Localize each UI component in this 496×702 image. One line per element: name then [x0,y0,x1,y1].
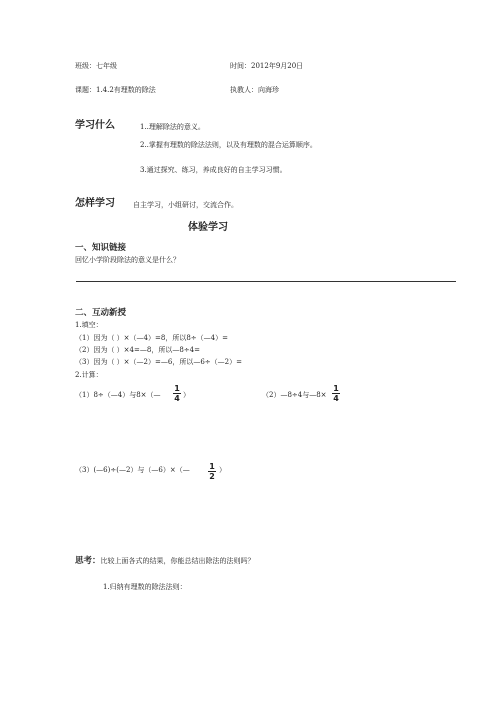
calc-item-3: （3）(—6)÷(—2）与（—6）×（— [75,466,190,474]
fraction-denominator: 4 [174,394,180,403]
rule-item: 1.归纳有理数的除法法则： [103,583,187,591]
topic-label: 课题：1.4.2有理数的除法 [75,86,156,94]
calc-item-3-close: ） [219,466,226,474]
calc-item-1: （1）8÷（—4）与8×（— [75,391,161,399]
teacher-label: 执教人：向海珍 [230,86,279,94]
fill-label: 1.填空： [75,321,103,329]
fill-item-1: （1）因为（ ）×（—4）=8，所以8÷（—4）= [75,334,228,342]
objectives-heading: 学习什么 [75,120,115,131]
fraction-numerator: 1 [333,384,339,393]
think-text-row [75,556,255,566]
think-label: 思考： [75,556,101,566]
section2-heading: 二、互动新授 [75,308,127,318]
think-text: 比较上面各式的结果，你能总结出除法的法则吗？ [100,557,255,565]
fraction-denominator: 2 [209,472,215,481]
experience-heading: 体验学习 [188,222,228,233]
calc-item-1-close: ） [183,391,190,399]
fraction-numerator: 1 [209,462,215,471]
fraction-one-quarter-2 [331,384,341,403]
calc-item-2: （2）—8÷4与—8× [262,391,327,399]
class-label: 班级：七年级 [75,62,117,70]
objective-item-1: 1..理解除法的意义。 [140,123,205,131]
methods-text: 自主学习，小组研讨，交流合作。 [133,201,238,209]
section1-heading: 一、知识链接 [75,243,127,253]
time-label: 时间：2012年9月20日 [230,62,304,70]
fraction-numerator: 1 [174,384,180,393]
calc-label: 2.计算： [75,371,103,379]
fraction-one-half [207,462,217,481]
answer-line [76,281,456,282]
objective-item-3: 3.通过探究、练习，养成良好的自主学习习惯。 [140,166,287,174]
section1-question: 回忆小学阶段除法的意义是什么？ [75,256,180,264]
fraction-one-quarter [172,384,182,403]
fraction-denominator: 4 [333,394,339,403]
objective-item-2: 2..掌握有理数的除法法则，以及有理数的混合运算顺序。 [140,141,317,149]
methods-heading: 怎样学习 [75,198,115,209]
fill-item-2: （2）因为（ ）×4=—8，所以—8÷4= [75,346,200,354]
fill-item-3: （3）因为（ ）×（—2）=—6，所以—6÷（—2）= [75,358,242,366]
